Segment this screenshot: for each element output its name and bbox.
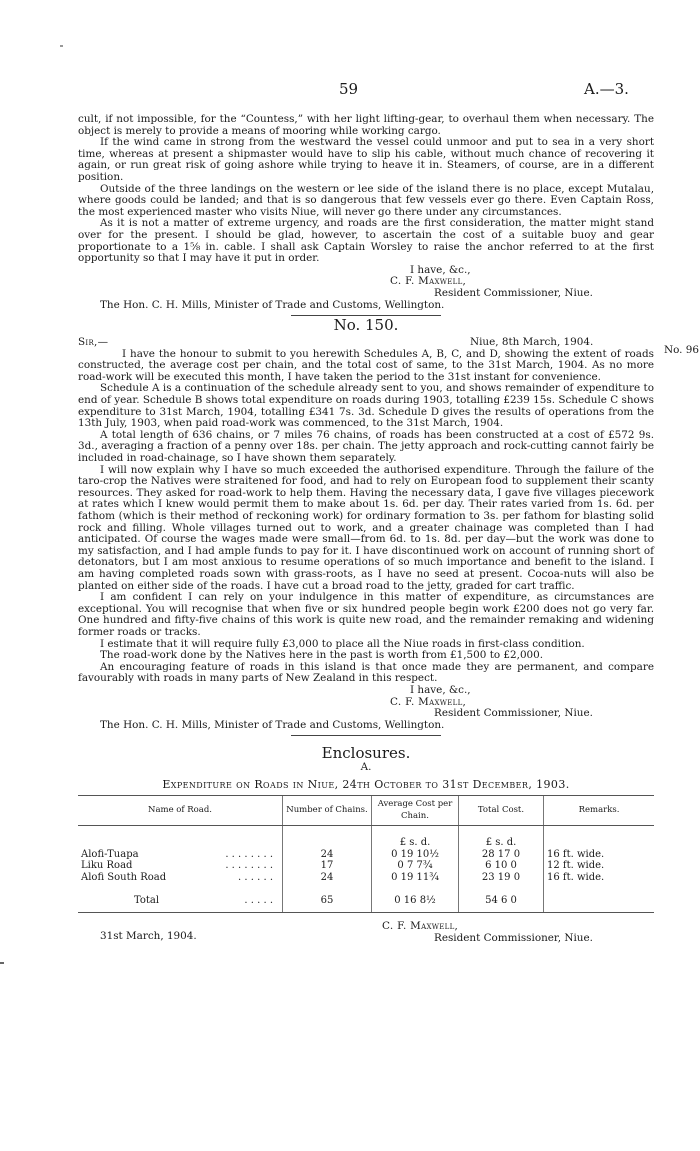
divider — [291, 735, 441, 736]
remarks-cell: 16 ft. wide. — [544, 872, 655, 884]
paragraph: I have the honour to submit to you herewith Schedules A, B, C, and D, showing the extent of roads constructed, the average cost per chain, and the total cost of same, to the 31st March, 1904. As no more road-work will be executed this month, I have taken the period to the 31st instant for convenience. — [78, 347, 654, 383]
letter-heading: No. 150. — [333, 316, 399, 335]
currency-header-row — [78, 837, 654, 849]
table-row — [78, 884, 654, 895]
total-cost-cell: 28 17 0 — [459, 849, 544, 861]
paragraph: Schedule A is a continuation of the schedule already sent to you, and shows remainder of expenditure to end of year. Schedule B shows total expenditure on roads during 1903, totalling £239 15s. Schedule C shows expenditure to 31st March, 1904, totalling £341 7s. 3d. Schedule D gives the results of operations from the 13th July, 1903, when paid road-work was commenced, to the 31st March, 1904. — [78, 382, 654, 430]
page-number: 59 — [339, 80, 359, 98]
total-cost-cell: 23 19 0 — [459, 872, 544, 884]
closing: I have, &c., — [410, 683, 471, 696]
document-body — [78, 114, 654, 947]
signatory: C. F. Maxwell, — [390, 695, 467, 708]
salutation: Sir,— — [78, 335, 109, 348]
scan-speck — [60, 45, 63, 47]
road-name: Liku Road — [81, 860, 133, 872]
leader-dots: . . . . . . . . — [225, 848, 273, 860]
chains-cell: 17 — [283, 860, 372, 872]
avg-cost-cell: 0 7 7¾ — [372, 860, 459, 872]
scan-speck — [0, 962, 4, 964]
paragraph: cult, if not impossible, for the “Countess,” with her light lifting-gear, to overhaul them when necessary. The object is merely to provide a means of mooring while working cargo. — [78, 113, 654, 137]
total-avg-cost-cell: 0 16 8½ — [372, 895, 459, 913]
expenditure-table — [78, 795, 654, 913]
currency-units: £ s. d. — [372, 837, 459, 849]
currency-units: £ s. d. — [459, 837, 544, 849]
paragraph: I will now explain why I have so much exceeded the authorised expenditure. Through the failure of the taro-crop the Natives were straitened for food, and had to rely on European food to supplement their scanty resources. They asked for road-work to help them. Having the necessary data, I gave five villages piecework at rates which I knew would permit them to make about 1s. 6d. per day. Their rates varied from 1s. 6d. per fathom (which is their method of reckoning work) for ordinary formation to 3s. per fathom for blasting solid rock and filling. Whole villages turned out to work, and a greater chainage was completed than I had anticipated. Of course the wages made were small—from 6d. to 1s. 8d. per day—but the work was done to my satisfaction, and I had ample funds to pay for it. I have discontinued work on account of running short of detonators, but I am most anxious to resume operations of so much importance and benefit to the island. I am having completed roads sown with grass-roots, as I have no seed at present. Cocoa-nuts will also be planted on either side of the roads. I have cut a broad road to the jetty, graded for cart traffic. — [78, 463, 654, 592]
paragraph: The road-work done by the Natives here in the past is worth from £1,500 to £2,000. — [100, 649, 544, 662]
table-row — [78, 849, 654, 861]
footer-date: 31st March, 1904. — [100, 930, 197, 943]
leader-dots: . . . . . . . . — [225, 860, 273, 872]
salutation-line — [78, 337, 654, 349]
table-header-row — [78, 796, 654, 826]
addressee: The Hon. C. H. Mills, Minister of Trade and Customs, Wellington. — [100, 718, 445, 731]
leader-dots: . . . . . — [244, 894, 273, 906]
enclosure-footer — [78, 921, 654, 947]
avg-cost-cell: 0 19 10½ — [372, 849, 459, 861]
footer-signatory: C. F. Maxwell, — [382, 920, 459, 933]
enclosure-letter: A. — [360, 760, 372, 773]
remarks-cell: 16 ft. wide. — [544, 849, 655, 861]
road-name: Alofi South Road — [81, 872, 167, 884]
signatory-role: Resident Commissioner, Niue. — [434, 707, 593, 720]
total-row — [78, 895, 654, 913]
paragraph: I estimate that it will require fully £3,000 to place all the Niue roads in first-class condition. — [100, 637, 585, 650]
paragraph: As it is not a matter of extreme urgency, and roads are the first consideration, the matter might stand over for the present. I should be glad, however, to ascertain the cost of a suitable buoy and gear proportionate to a 1⅝ in. cable. I shall ask Captain Worsley to raise the anchor referred to at the first opportunity so that I may have it put in order. — [78, 217, 654, 265]
column-header: Number of Chains. — [283, 796, 372, 826]
signatory-role: Resident Commissioner, Niue. — [434, 286, 593, 299]
remarks-cell: 12 ft. wide. — [544, 860, 655, 872]
dateline: Niue, 8th March, 1904. — [470, 335, 594, 348]
column-header: Average Cost per Chain. — [372, 796, 459, 826]
leader-dots: . . . . . . — [238, 872, 273, 884]
table-title: Expenditure on Roads in Niue, 24th October to 31st December, 1903. — [162, 778, 570, 792]
table-row — [78, 872, 654, 884]
chains-cell: 24 — [283, 849, 372, 861]
document-reference: A.—3. — [584, 80, 629, 98]
paragraph: An encouraging feature of roads in this island is that once made they are permanent, and compare favourably with roads in many parts of New Zealand in this respect. — [78, 660, 654, 685]
closing: I have, &c., — [410, 263, 471, 276]
grand-total-cell: 54 6 0 — [459, 895, 544, 913]
paragraph: I am confident I can rely on your indulgence in this matter of expenditure, as circumstances are exceptional. You will recognise that when five or six hundred people begin work £200 does not go very far. One hundred and fifty-five chains of this work is quite new road, and the remainder remaking and widening former roads or tracks. — [78, 591, 654, 638]
margin-note: No. 96 — [664, 344, 699, 356]
currency-header-row — [78, 826, 654, 838]
column-header: Total Cost. — [459, 796, 544, 826]
table-row — [78, 860, 654, 872]
paragraph: If the wind came in strong from the westward the vessel could unmoor and put to sea in a very short time, whereas at present a shipmaster would have to slip his cable, without much chance of recovering it again, or run great risk of going ashore while trying to heave it in. Steamers, of course, are in a different position. — [78, 136, 654, 183]
road-name: Alofi-Tuapa — [81, 848, 139, 860]
column-header: Remarks. — [544, 796, 655, 826]
chains-cell: 24 — [283, 872, 372, 884]
paragraph: Outside of the three landings on the western or lee side of the island there is no place, except Mutalau, where goods could be landed; and that is so dangerous that few vessels ever go there. Even Captain Ross, the most experienced master who visits Niue, will never go there under any circumstances. — [78, 182, 654, 218]
total-cost-cell: 6 10 0 — [459, 860, 544, 872]
paragraph: A total length of 636 chains, or 7 miles 76 chains, of roads has been constructed at a cost of £572 9s. 3d., averaging a fraction of a penny over 18s. per chain. The jetty approach and rock-cutting cannot fairly be included in road-chainage, so I have shown them separately. — [78, 428, 654, 465]
total-chains-cell: 65 — [283, 895, 372, 913]
total-label: Total — [134, 894, 160, 906]
footer-role: Resident Commissioner, Niue. — [434, 932, 593, 945]
column-header: Name of Road. — [78, 796, 283, 826]
avg-cost-cell: 0 19 11¾ — [372, 872, 459, 884]
enclosures-heading: Enclosures. — [321, 744, 411, 763]
addressee: The Hon. C. H. Mills, Minister of Trade and Customs, Wellington. — [100, 298, 445, 311]
signatory: C. F. Maxwell, — [390, 275, 467, 288]
